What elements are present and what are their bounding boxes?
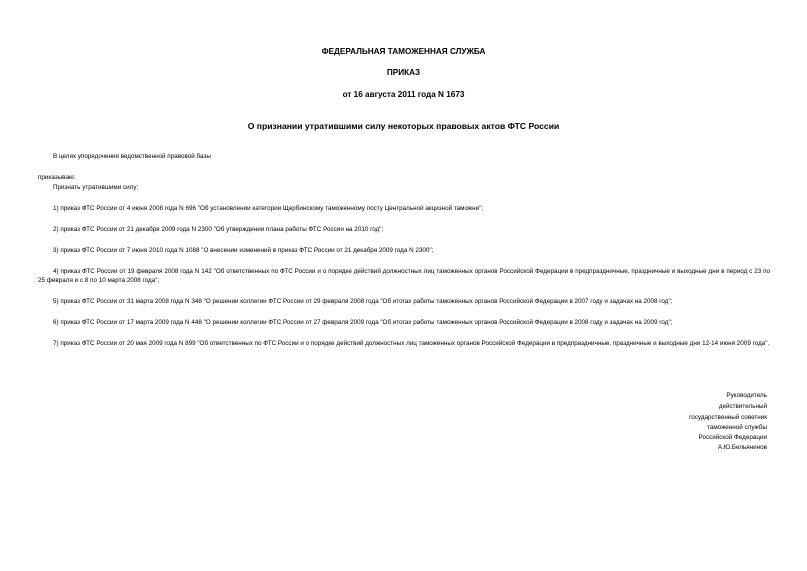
agency-title: ФЕДЕРАЛЬНАЯ ТАМОЖЕННАЯ СЛУЖБА	[321, 47, 486, 56]
document-subject: О признании утратившими силу некоторых правовых актов ФТС России	[247, 121, 560, 131]
signatory-name: А.Ю.Бельянинов	[717, 444, 767, 451]
preamble-text: В целях упорядочения ведомственной правовой базы	[53, 153, 211, 160]
signature-line-1: Руководитель	[726, 392, 767, 399]
list-item-3: 3) приказ ФТС России от 7 июня 2010 года N 1088 "О внесении изменений в приказ ФТС России от 21 декабря 2009 года N 2300";	[53, 247, 434, 254]
list-item-7: 7) приказ ФТС России от 20 мая 2009 года N 899 "Об ответственных по ФТС России и о порядке действий должностных лиц таможенных органов Российской Федерации в предпраздничные, праздничные и выходные дни 12-14 июня 2009 года".	[53, 340, 770, 347]
list-item-2: 2) приказ ФТС России от 21 декабря 2009 года N 2300 "Об утверждении плана работы ФТС России на 2010 год";	[53, 226, 384, 233]
list-item-4: 4) приказ ФТС России от 19 февраля 2008 года N 142 "Об ответственных по ФТС России и о порядке действий должностных лиц таможенных органов Российской Федерации в предпраздничные, праздничные и выходные дни в период с 23 по 25 февраля и с 8 по 10 марта 2008 года";	[38, 268, 770, 284]
signature-line-4: таможенной службы	[707, 424, 767, 431]
declare-text: Признать утратившими силу:	[53, 184, 139, 191]
order-word: приказываю:	[38, 174, 76, 181]
document-type: ПРИКАЗ	[386, 68, 421, 77]
signature-line-3: государственный советник	[689, 414, 767, 421]
signature-line-5: Российской Федерации	[698, 434, 767, 441]
list-item-1: 1) приказ ФТС России от 4 июня 2008 года N 696 "Об установлении категории Щербинскому таможенному посту Центральной акцизной таможни";	[53, 205, 484, 212]
signature-line-2: действительный	[718, 403, 767, 410]
list-item-6: 6) приказ ФТС России от 17 марта 2009 года N 448 "О решении коллегии ФТС России от 27 февраля 2009 года "Об итогах работы таможенных органов Российской Федерации в 2008 году и задачах на 2009 год";	[53, 319, 673, 326]
document-date-number: от 16 августа 2011 года N 1673	[342, 90, 465, 99]
list-item-5: 5) приказ ФТС России от 31 марта 2008 года N 348 "О решении коллегии ФТС России от 29 февраля 2008 года "Об итогах работы таможенных органов Российской Федерации в 2007 году и задачах на 2008 год";	[53, 298, 673, 305]
